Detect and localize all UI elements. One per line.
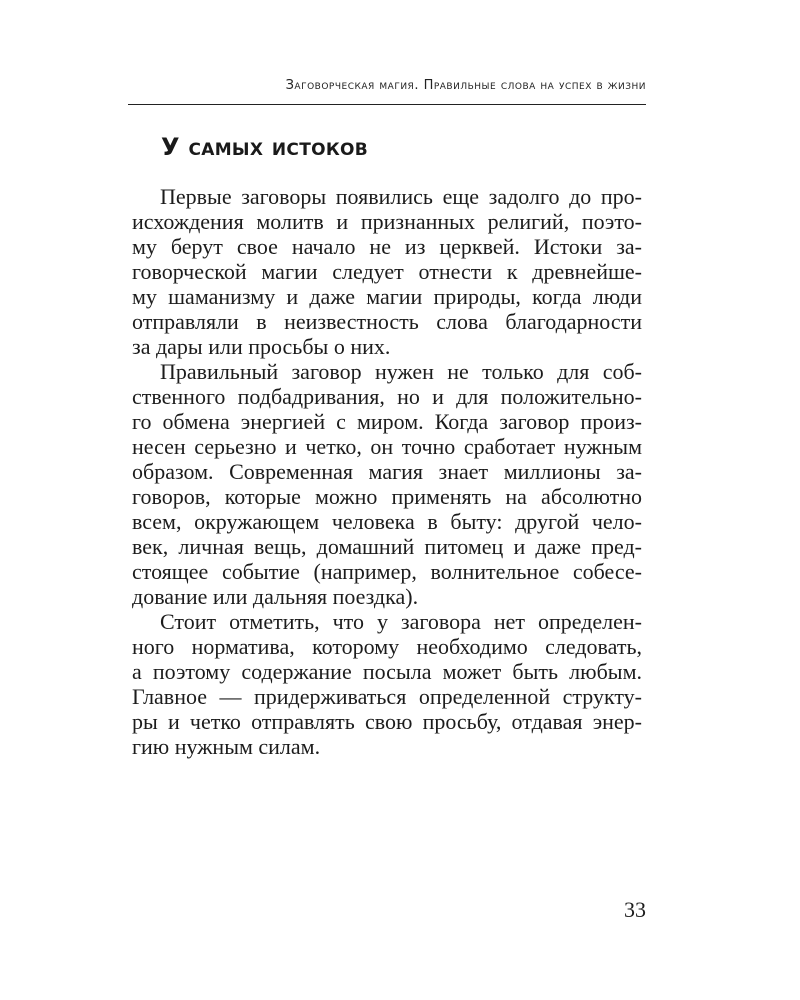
text-line: за дары или просьбы о них. — [132, 334, 391, 359]
text-line: а поэтому содержание посыла может быть любым. — [132, 659, 642, 684]
paragraph — [132, 359, 642, 609]
text-line: исхождения молитв и признанных религий, поэто- — [132, 209, 642, 234]
text-line: Стоит отметить, что у заговора нет определен- — [160, 609, 642, 634]
text-line: говоров, которые можно применять на абсолютно — [132, 484, 642, 509]
text-line: стоящее событие (например, волнительное собесе- — [132, 559, 642, 584]
text-line: Первые заговоры появились еще задолго до про- — [160, 184, 642, 209]
running-head: Заговорческая магия. Правильные слова на успех в жизни — [285, 78, 646, 93]
text-line: дование или дальняя поездка). — [132, 584, 419, 609]
text-line: го обмена энергией с миром. Когда заговор произ- — [132, 409, 642, 434]
paragraph — [132, 609, 642, 759]
page-number: 33 — [624, 897, 646, 922]
text-line: гию нужным силам. — [132, 734, 321, 759]
header-rule — [128, 104, 646, 105]
paragraph — [132, 184, 642, 359]
chapter-title: У самых истоков — [161, 133, 369, 161]
text-line: век, личная вещь, домашний питомец и даже пред- — [132, 534, 642, 559]
text-line: говорческой магии следует отнести к древнейше- — [132, 259, 642, 284]
text-line: му шаманизму и даже магии природы, когда люди — [132, 284, 642, 309]
text-line: ственного подбадривания, но и для положительно- — [132, 384, 642, 409]
text-line: ного норматива, которому необходимо следовать, — [132, 634, 642, 659]
text-line: образом. Современная магия знает миллионы за- — [132, 459, 642, 484]
text-line: ры и четко отправлять свою просьбу, отдавая энер- — [132, 709, 642, 734]
text-line: Главное — придерживаться определенной структу- — [132, 684, 642, 709]
body-text — [132, 184, 642, 759]
text-line: всем, окружающем человека в быту: другой чело- — [132, 509, 642, 534]
text-line: Правильный заговор нужен не только для соб- — [160, 359, 642, 384]
text-line: отправляли в неизвестность слова благодарности — [132, 309, 642, 334]
text-line: несен серьезно и четко, он точно сработает нужным — [132, 434, 642, 459]
text-line: му берут свое начало не из церквей. Истоки за- — [132, 234, 642, 259]
